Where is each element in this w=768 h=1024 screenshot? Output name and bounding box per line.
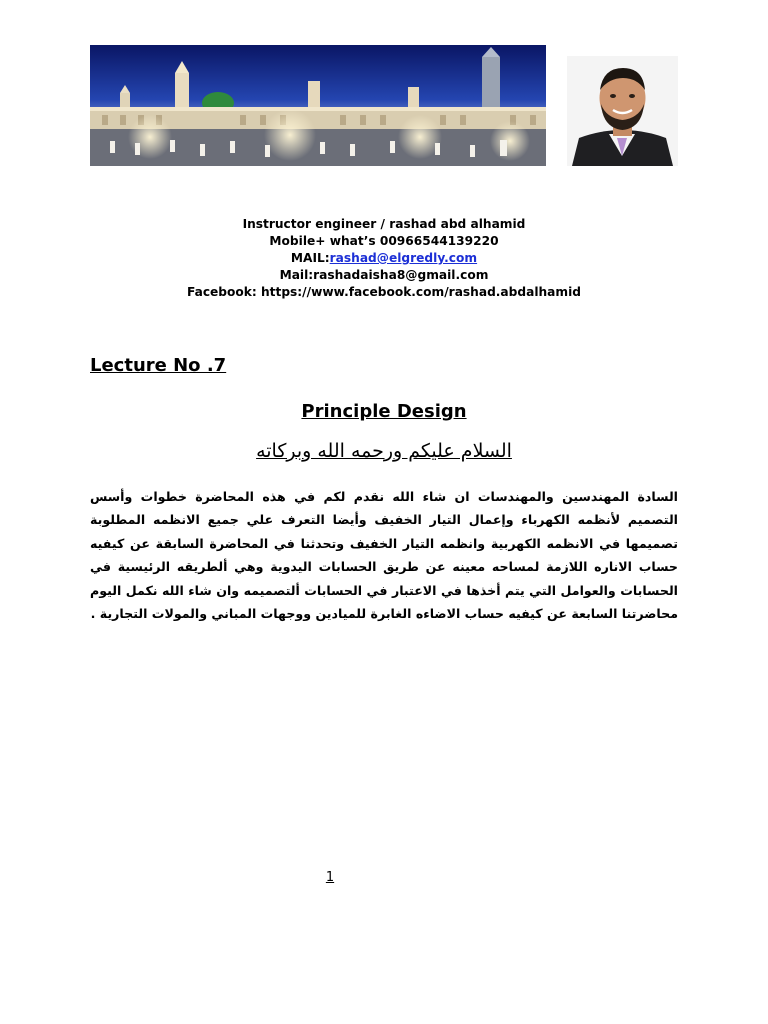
mobile-line: Mobile+ what’s 00966544139220 — [269, 234, 499, 248]
mosque-banner-image — [90, 45, 546, 166]
instructor-line: Instructor engineer / rashad abd alhamid — [242, 217, 526, 231]
page-number: 1 — [325, 870, 335, 885]
instructor-portrait-image — [567, 56, 678, 166]
body-paragraph: السادة المهندسين والمهندسات ان شاء الله نقدم لكم في هذه المحاضرة خطوات وأسس التصميم لأنظمه الكهرباء وإعمال التيار الخفيف وأيضا التعرف علي جميع الانظمه المطلوبة تصميمها في الانظمه الكهربية وانظمه التيار الخفيف وتحدثنا في المحاضرة السابقة عن كيفيه حساب الاناره اللازمة لمساحه معينه عن طريق الحسابات اليدوية وهي ألطريقه الرئيسية في الحسابات والعوامل التي يتم أخذها في الاعتبار في الحسابات ألتصميمه وان شاء الله نكمل اليوم محاضرتنا السابعة عن كيفيه حساب الاضاءه الغابرة للميادين ووجهات المباني والمولات التجارية . — [90, 489, 678, 622]
document-title: Principle Design — [301, 401, 467, 422]
lecture-heading: Lecture No .7 — [90, 355, 227, 376]
mail-link[interactable]: rashad@elgredly.com — [329, 251, 478, 265]
mail-line — [0, 250, 768, 267]
contact-block — [0, 216, 768, 301]
facebook-line: Facebook: https://www.facebook.com/rashad.abdalhamid — [186, 285, 581, 299]
arabic-greeting: السلام عليكم ورحمه الله وبركاته — [256, 440, 512, 462]
mail2-line: Mail:rashadaisha8@gmail.com — [279, 268, 489, 282]
mail-label: MAIL: — [290, 251, 330, 265]
